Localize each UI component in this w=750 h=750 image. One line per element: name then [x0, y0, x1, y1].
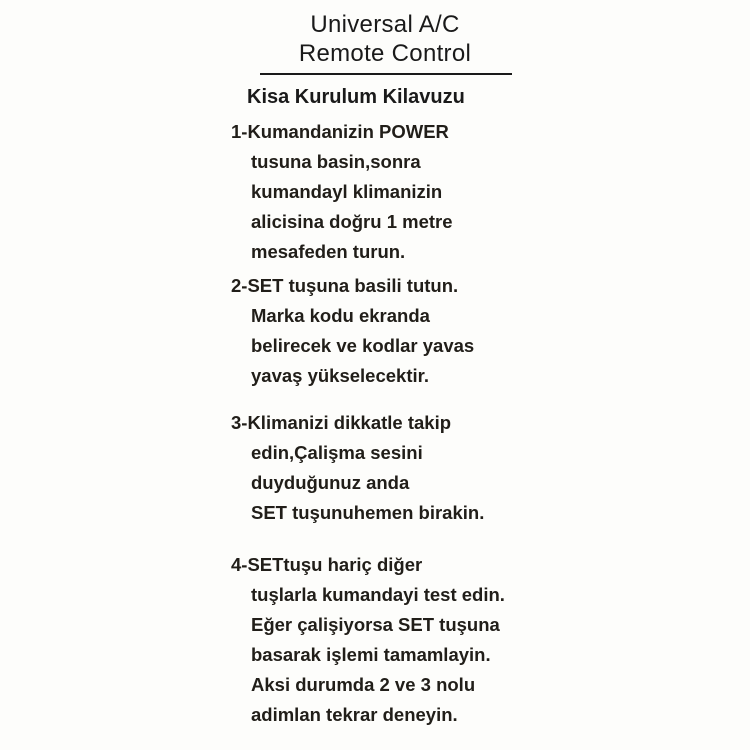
- step-line: 1-Kumandanizin POWER: [231, 121, 449, 142]
- step-4: [231, 550, 505, 730]
- step-line: Eğer çalişiyorsa SET tuşuna: [251, 614, 500, 635]
- step-1: [231, 117, 453, 267]
- step-3: [231, 408, 484, 528]
- step-line: 3-Klimanizi dikkatle takip: [231, 412, 452, 433]
- title-line-1: Universal A/C: [310, 11, 460, 38]
- step-line: mesafeden turun.: [251, 241, 406, 262]
- step-line: SET tuşunuhemen birakin.: [251, 502, 485, 523]
- title-underline-divider: [260, 73, 512, 75]
- title-line-2: Remote Control: [298, 40, 472, 67]
- step-line: belirecek ve kodlar yavas: [251, 335, 475, 356]
- step-line: 4-SETtuşu hariç diğer: [231, 554, 423, 575]
- step-2: [231, 271, 474, 391]
- step-line: basarak işlemi tamamlayin.: [251, 644, 491, 665]
- step-line: Marka kodu ekranda: [251, 305, 430, 326]
- title-block: [0, 10, 750, 68]
- step-line: edin,Çalişma sesini: [251, 442, 423, 463]
- step-line: yavaş yükselecektir.: [251, 365, 429, 386]
- subtitle: Kisa Kurulum Kilavuzu: [247, 86, 465, 108]
- step-line: 2-SET tuşuna basili tutun.: [231, 275, 459, 296]
- step-line: Aksi durumda 2 ve 3 nolu: [251, 674, 476, 695]
- step-line: duyduğunuz anda: [251, 472, 410, 493]
- step-line: alicisina doğru 1 metre: [251, 211, 453, 232]
- step-line: tusuna basin,sonra: [251, 151, 421, 172]
- step-line: tuşlarla kumandayi test edin.: [251, 584, 505, 605]
- step-line: adimlan tekrar deneyin.: [251, 704, 458, 725]
- step-line: kumandayl klimanizin: [251, 181, 443, 202]
